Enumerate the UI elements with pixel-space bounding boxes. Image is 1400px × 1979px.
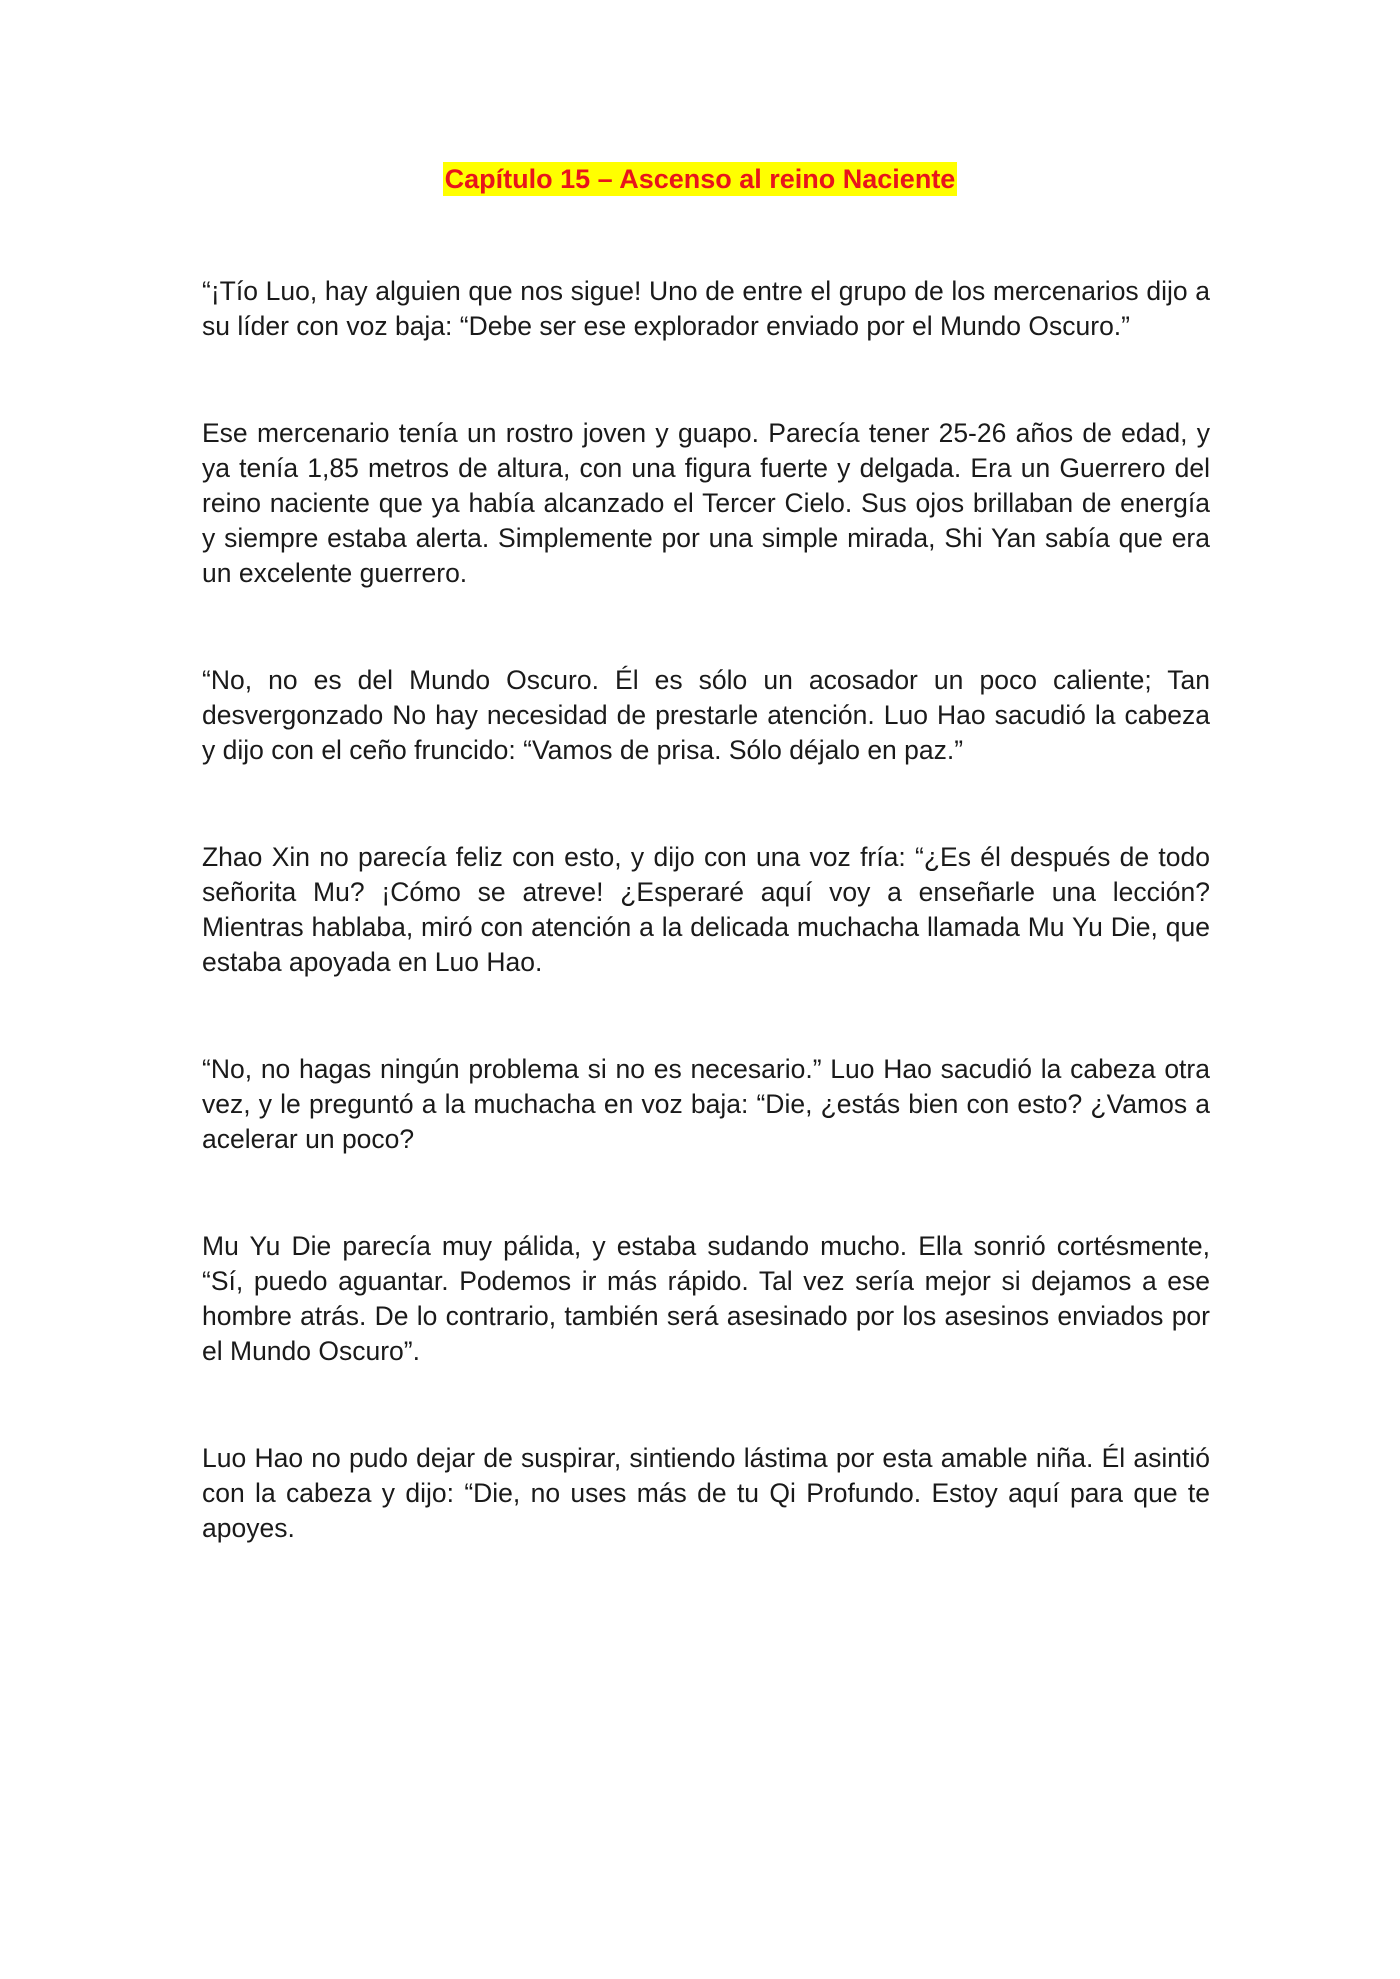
paragraph-1: “¡Tío Luo, hay alguien que nos sigue! Uno de entre el grupo de los mercenarios dijo a su líder con voz baja: “Debe ser ese explorador enviado por el Mundo Oscuro.” (202, 276, 1210, 341)
paragraph-5: “No, no hagas ningún problema si no es necesario.” Luo Hao sacudió la cabeza otra vez, y le preguntó a la muchacha en voz baja: “Die, ¿estás bien con esto? ¿Vamos a acelerar un poco? (202, 1054, 1210, 1154)
paragraph-6: Mu Yu Die parecía muy pálida, y estaba sudando mucho. Ella sonrió cortésmente, “Sí, puedo aguantar. Podemos ir más rápido. Tal vez sería mejor si dejamos a ese hombre atrás. De lo contrario, también será asesinado por los asesinos enviados por el Mundo Oscuro”. (202, 1231, 1210, 1366)
paragraph-2: Ese mercenario tenía un rostro joven y guapo. Parecía tener 25-26 años de edad, y ya tenía 1,85 metros de altura, con una figura fuerte y delgada. Era un Guerrero del reino naciente que ya había alcanzado el Tercer Cielo. Sus ojos brillaban de energía y siempre estaba alerta. Simplemente por una simple mirada, Shi Yan sabía que era un excelente guerrero. (202, 418, 1210, 588)
paragraph-3: “No, no es del Mundo Oscuro. Él es sólo un acosador un poco caliente; Tan desvergonzado No hay necesidad de prestarle atención. Luo Hao sacudió la cabeza y dijo con el ceño fruncido: “Vamos de prisa. Sólo déjalo en paz.” (202, 665, 1210, 765)
paragraph-7: Luo Hao no pudo dejar de suspirar, sintiendo lástima por esta amable niña. Él asintió con la cabeza y dijo: “Die, no uses más de tu Qi Profundo. Estoy aquí para que te apoyes. (202, 1443, 1210, 1543)
chapter-body (202, 274, 1210, 1546)
paragraph-4: Zhao Xin no parecía feliz con esto, y dijo con una voz fría: “¿Es él después de todo señorita Mu? ¡Cómo se atreve! ¿Esperaré aquí voy a enseñarle una lección? Mientras hablaba, miró con atención a la delicada muchacha llamada Mu Yu Die, que estaba apoyada en Luo Hao. (202, 842, 1210, 977)
chapter-title: Capítulo 15 – Ascenso al reino Naciente (444, 164, 956, 194)
title-container (0, 162, 1400, 196)
